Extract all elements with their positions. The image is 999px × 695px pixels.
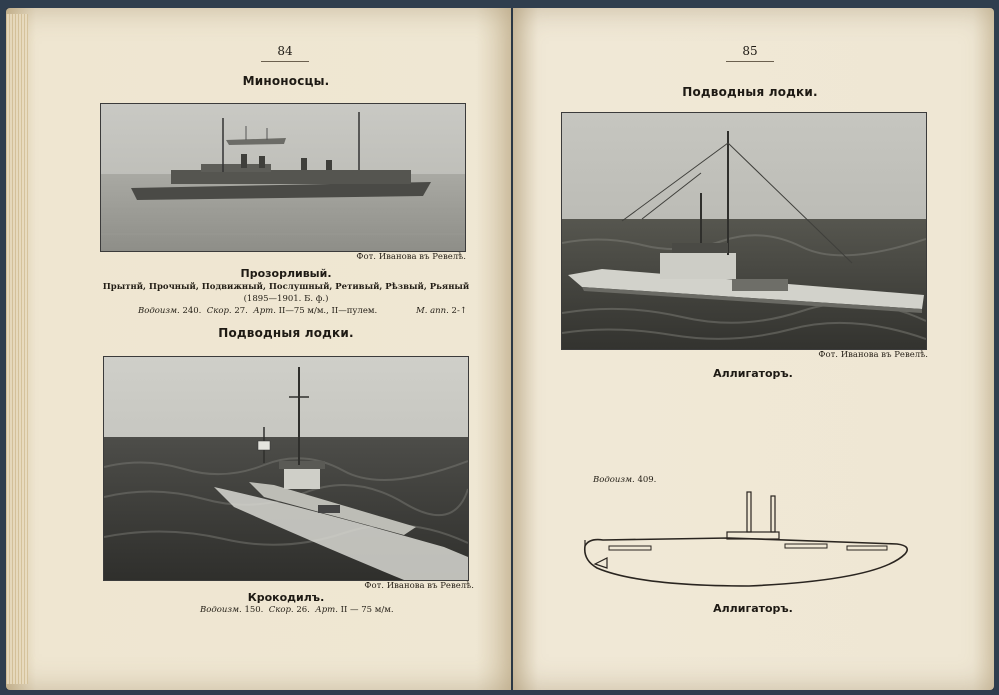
alligator-profile-drawing xyxy=(579,488,915,588)
photo-krokodil xyxy=(103,356,469,581)
sister-ships-list: Прытнй, Прочный, Подвижный, Послушный, Ретивый, Рѣзвый, Рьяный xyxy=(102,282,470,292)
ship-name-alligator: Аллигаторъ. xyxy=(713,367,793,380)
specs-prozorlivy xyxy=(138,306,377,316)
open-book xyxy=(6,8,994,690)
page-edges xyxy=(6,14,28,684)
mines-spec xyxy=(416,306,467,316)
photo-alligator xyxy=(561,112,927,350)
section-heading-submarines-right: Подводныя лодки. xyxy=(682,85,818,99)
photo-destroyer xyxy=(100,103,466,252)
ship-years: (1895—1901. Б. ф.) xyxy=(243,294,329,304)
ship-name-prozorlivy: Прозорливый. xyxy=(240,267,332,280)
ship-name-krokodil: Крокодилъ. xyxy=(247,591,325,604)
artillery-label: Арт. xyxy=(253,306,276,316)
left-page xyxy=(6,8,511,690)
mines-label: М. апп. xyxy=(416,306,449,316)
drawing-displacement xyxy=(593,475,656,485)
section-heading-submarines-left: Подводныя лодки. xyxy=(218,326,354,340)
speed-value: 27. xyxy=(234,306,248,316)
section-heading-destroyers: Миноносцы. xyxy=(242,74,330,88)
speed-label: Скор. xyxy=(206,306,232,316)
artillery-label: Арт. xyxy=(315,605,338,615)
artillery-value: II — 75 м/м. xyxy=(340,605,394,615)
displacement-label: Водоизм. xyxy=(200,605,242,615)
speed-label: Скор. xyxy=(268,605,294,615)
drawing-caption-alligator: Аллигаторъ. xyxy=(713,602,793,615)
photo-credit-alligator: Фот. Иванова въ Ревелѣ. xyxy=(818,350,928,360)
displacement-value: 240. xyxy=(182,306,202,316)
speed-value: 26. xyxy=(296,605,310,615)
page-number-left: 84 xyxy=(255,44,315,62)
displacement-value: 150. xyxy=(244,605,264,615)
mines-value: 2-↑ xyxy=(451,306,467,316)
photo-credit-destroyer: Фот. Иванова въ Ревелѣ. xyxy=(356,252,466,262)
artillery-value: II—75 м/м., II—пулем. xyxy=(278,306,378,316)
specs-krokodil xyxy=(200,605,394,615)
displacement-value: 409. xyxy=(637,475,657,485)
right-page xyxy=(513,8,994,690)
photo-credit-krokodil: Фот. Иванова въ Ревелѣ. xyxy=(364,581,474,591)
displacement-label: Водоизм. xyxy=(138,306,180,316)
page-number-right: 85 xyxy=(720,44,780,62)
displacement-label: Водоизм. xyxy=(593,475,635,485)
